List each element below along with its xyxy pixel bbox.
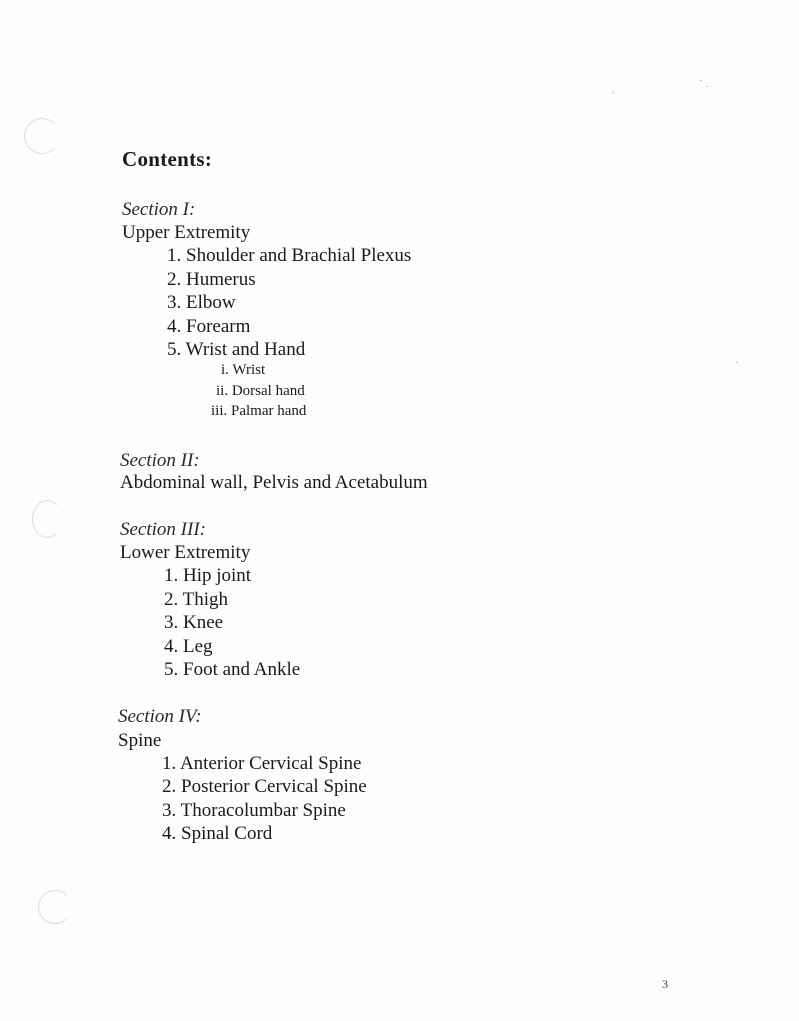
- section-2-heading: Abdominal wall, Pelvis and Acetabulum: [120, 472, 428, 493]
- section-3-item: 2. Thigh: [164, 589, 229, 610]
- section-1-item: 1. Shoulder and Brachial Plexus: [167, 245, 412, 266]
- section-3-item: 5. Foot and Ankle: [164, 659, 301, 680]
- section-3-item: 1. Hip joint: [164, 565, 252, 586]
- section-1-subitem: iii. Palmar hand: [211, 403, 307, 419]
- scan-speck: [612, 92, 614, 93]
- section-3-heading: Lower Extremity: [120, 542, 251, 563]
- contents-title: Contents:: [122, 147, 213, 171]
- section-1-item: 2. Humerus: [167, 269, 256, 290]
- section-1-heading: Upper Extremity: [122, 222, 251, 243]
- section-1-item: 3. Elbow: [167, 292, 236, 313]
- section-4-heading: Spine: [118, 730, 162, 751]
- section-4-item: 2. Posterior Cervical Spine: [162, 776, 367, 797]
- section-4-item: 3. Thoracolumbar Spine: [162, 800, 346, 821]
- section-4-label: Section IV:: [118, 706, 202, 727]
- section-1-subitem: i. Wrist: [221, 362, 266, 378]
- hole-punch-mark-middle: [32, 500, 62, 538]
- section-1-item: 4. Forearm: [167, 316, 251, 337]
- section-3-item: 4. Leg: [164, 636, 213, 657]
- section-1-subitem: ii. Dorsal hand: [216, 383, 305, 399]
- section-2-label: Section II:: [120, 450, 200, 471]
- section-1-item: 5. Wrist and Hand: [167, 339, 306, 360]
- hole-punch-mark-top: [24, 118, 60, 154]
- section-3-item: 3. Knee: [164, 612, 224, 633]
- section-4-item: 1. Anterior Cervical Spine: [162, 753, 362, 774]
- hole-punch-mark-bottom: [38, 890, 72, 924]
- section-1-label: Section I:: [122, 199, 196, 220]
- section-4-item: 4. Spinal Cord: [162, 823, 273, 844]
- scan-speck: [700, 80, 702, 81]
- section-3-label: Section III:: [120, 519, 206, 540]
- scan-speck: [706, 86, 708, 87]
- scan-speck: [736, 362, 738, 363]
- page-number: 3: [662, 977, 668, 991]
